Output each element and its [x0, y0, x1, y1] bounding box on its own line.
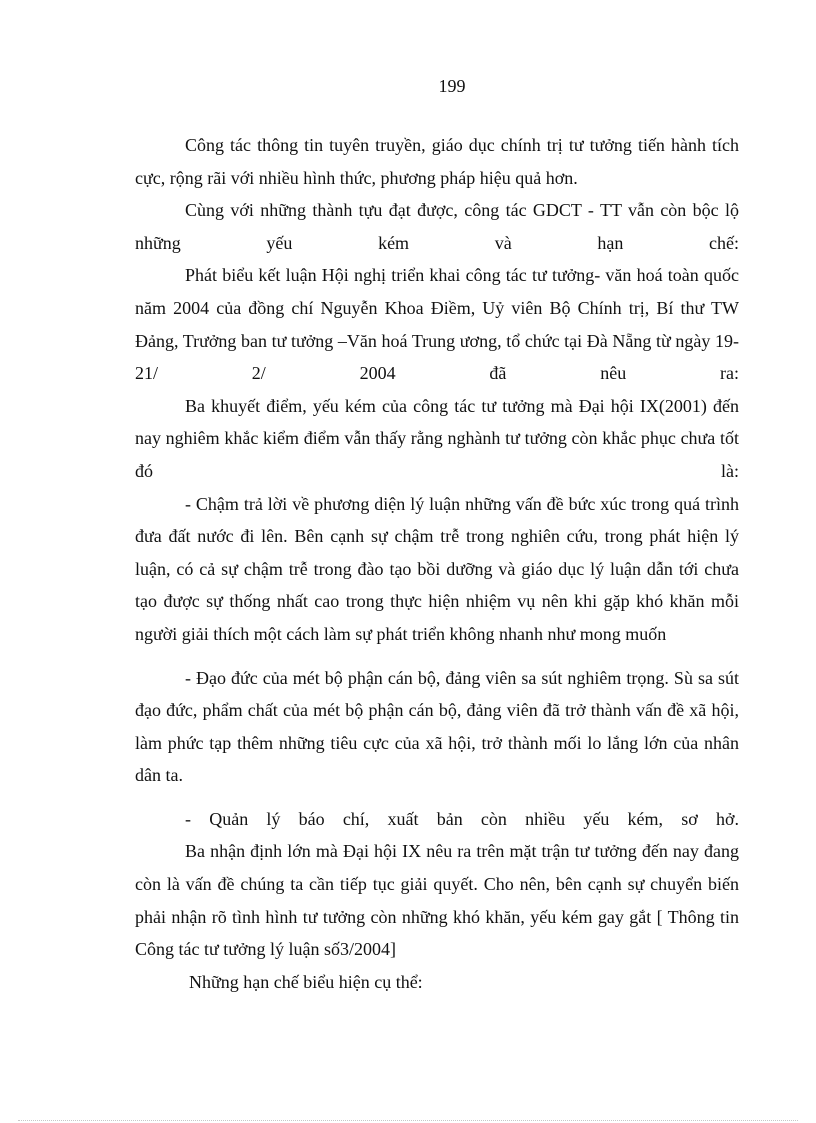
document-body: [135, 129, 739, 998]
paragraph-slow-theory: - Chậm trả lời về phương diện lý luận những vấn đề bức xúc trong quá trình đưa đất nước đi lên. Bên cạnh sự chậm trễ trong nghiên cứu, trong phát hiện lý luận, có cả sự chậm trễ trong đào tạo bồi dưỡng và giáo dục lý luận dẫn tới chưa tạo được sự thống nhất cao trong thực hiện nhiệm vụ nên khi gặp khó khăn mỗi người giải thích một cách làm sự phát triển không nhanh như mong muốn: [135, 493, 739, 644]
paragraph-conference-conclusion: Phát biểu kết luận Hội nghị triển khai công tác tư tưởng- văn hoá toàn quốc năm 2004 của đồng chí Nguyễn Khoa Điềm, Uỷ viên Bộ Chính trị, Bí thư TW Đảng, Trưởng ban tư tưởng –Văn hoá Trung ương, tổ chức tại Đà Nẵng từ ngày 19-21/ 2/ 2004 đã nêu ra:: [135, 265, 739, 384]
paragraph-specific-limitations: Những hạn chế biểu hiện cụ thể:: [189, 971, 423, 992]
paragraph-three-shortcomings: Ba khuyết điểm, yếu kém của công tác tư tưởng mà Đại hội IX(2001) đến nay nghiêm khắc kiểm điểm vẫn thấy rằng nghành tư tưởng còn khắc phục chưa tốt đó là:: [135, 395, 739, 481]
paragraph-three-assessments: Ba nhận định lớn mà Đại hội IX nêu ra trên mặt trận tư tưởng đến nay đang còn là vấn đề chúng ta cần tiếp tục giải quyết. Cho nên, bên cạnh sự chuyển biến phải nhận rõ tình hình tư tưởng còn những khó khăn, yếu kém gay gắt [ Thông tin Công tác tư tưởng lý luận số3/2004]: [135, 841, 739, 960]
paragraph-ethics-decline: - Đạo đức của mét bộ phận cán bộ, đảng viên sa sút nghiêm trọng. Sù sa sút đạo đức, phẩm chất của mét bộ phận cán bộ, đảng viên đã trở thành vấn đề xã hội, làm phức tạp thêm những tiêu cực của xã hội, trở thành mối lo lắng lớn của nhân dân ta.: [135, 667, 739, 786]
paragraph-propaganda-work: Công tác thông tin tuyên truyền, giáo dục chính trị tư tưởng tiến hành tích cực, rộng rãi với nhiều hình thức, phương pháp hiệu quả hơn.: [135, 135, 739, 188]
paragraph-press-management: - Quản lý báo chí, xuất bản còn nhiều yếu kém, sơ hở.: [185, 808, 739, 829]
page-number: 199: [438, 76, 466, 96]
page-bottom-divider: [18, 1120, 798, 1121]
paragraph-weaknesses-intro: Cùng với những thành tựu đạt được, công tác GDCT - TT vẫn còn bộc lộ những yếu kém và hạn chế:: [135, 200, 739, 253]
